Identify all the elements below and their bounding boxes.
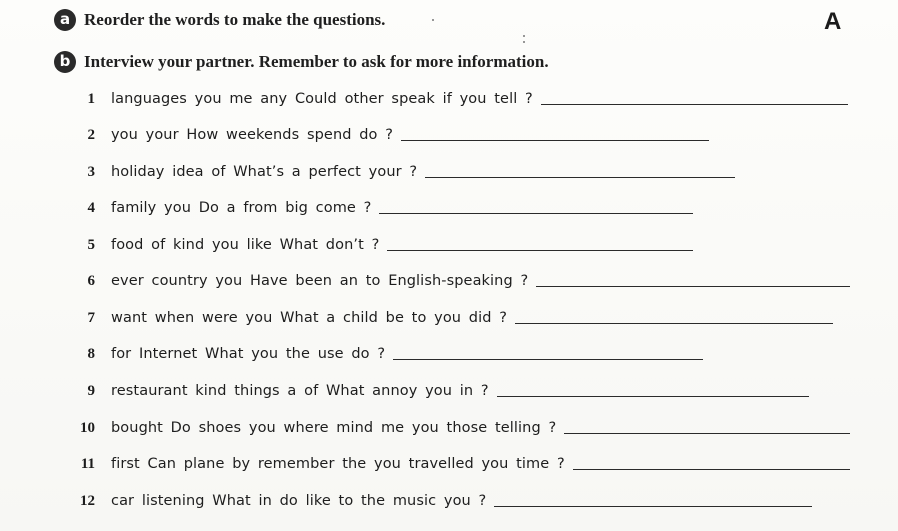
question-number: 1 (87, 91, 95, 107)
question-words: bought Do shoes you where mind me you those telling ? (111, 420, 557, 436)
answer-line[interactable] (387, 236, 693, 251)
answer-line[interactable] (379, 199, 693, 214)
question-item (0, 159, 735, 183)
question-item (0, 415, 850, 439)
question-words: languages you me any Could other speak if you tell ? (111, 91, 533, 107)
instruction-a-text: Reorder the words to make the questions. (84, 10, 386, 29)
question-words: food of kind you like What don’t ? (111, 237, 380, 253)
answer-line[interactable] (425, 163, 735, 178)
question-words: car listening What in do like to the music you ? (111, 493, 487, 509)
question-item (0, 86, 848, 110)
question-number: 4 (87, 200, 95, 216)
question-number: 12 (80, 493, 95, 509)
question-number: 2 (87, 127, 95, 143)
question-item (0, 268, 850, 292)
question-words: you your How weekends spend do ? (111, 127, 394, 143)
question-item (0, 488, 812, 512)
answer-line[interactable] (515, 309, 833, 324)
badge-a: a (54, 9, 76, 31)
question-number: 7 (87, 310, 95, 326)
question-words: for Internet What you the use do ? (111, 346, 386, 362)
question-number: 3 (87, 164, 95, 180)
answer-line[interactable] (564, 419, 850, 434)
question-item (0, 378, 809, 402)
question-item (0, 451, 850, 475)
question-words: ever country you Have been an to English-speaking ? (111, 273, 529, 289)
question-item (0, 122, 709, 146)
question-number: 9 (87, 383, 95, 399)
badge-b: b (54, 51, 76, 73)
question-words: first Can plane by remember the you travelled you time ? (111, 456, 565, 472)
question-number: 11 (80, 456, 95, 472)
corner-label: A (824, 8, 842, 35)
answer-line[interactable] (401, 126, 709, 141)
question-number: 10 (80, 420, 95, 436)
question-words: family you Do a from big come ? (111, 200, 372, 216)
answer-line[interactable] (497, 382, 809, 397)
instruction-b-text: Interview your partner. Remember to ask for more information. (84, 52, 549, 71)
answer-line[interactable] (393, 345, 703, 360)
answer-line[interactable] (541, 90, 848, 105)
question-number: 5 (87, 237, 95, 253)
answer-line[interactable] (536, 272, 850, 287)
question-words: want when were you What a child be to you did ? (111, 310, 508, 326)
question-item (0, 341, 703, 365)
answer-line[interactable] (573, 455, 850, 470)
answer-line[interactable] (494, 492, 812, 507)
question-item (0, 195, 693, 219)
question-words: restaurant kind things a of What annoy you in ? (111, 383, 489, 399)
question-number: 6 (87, 273, 95, 289)
question-item (0, 305, 833, 329)
question-number: 8 (87, 346, 95, 362)
question-item (0, 232, 693, 256)
question-words: holiday idea of What’s a perfect your ? (111, 164, 418, 180)
